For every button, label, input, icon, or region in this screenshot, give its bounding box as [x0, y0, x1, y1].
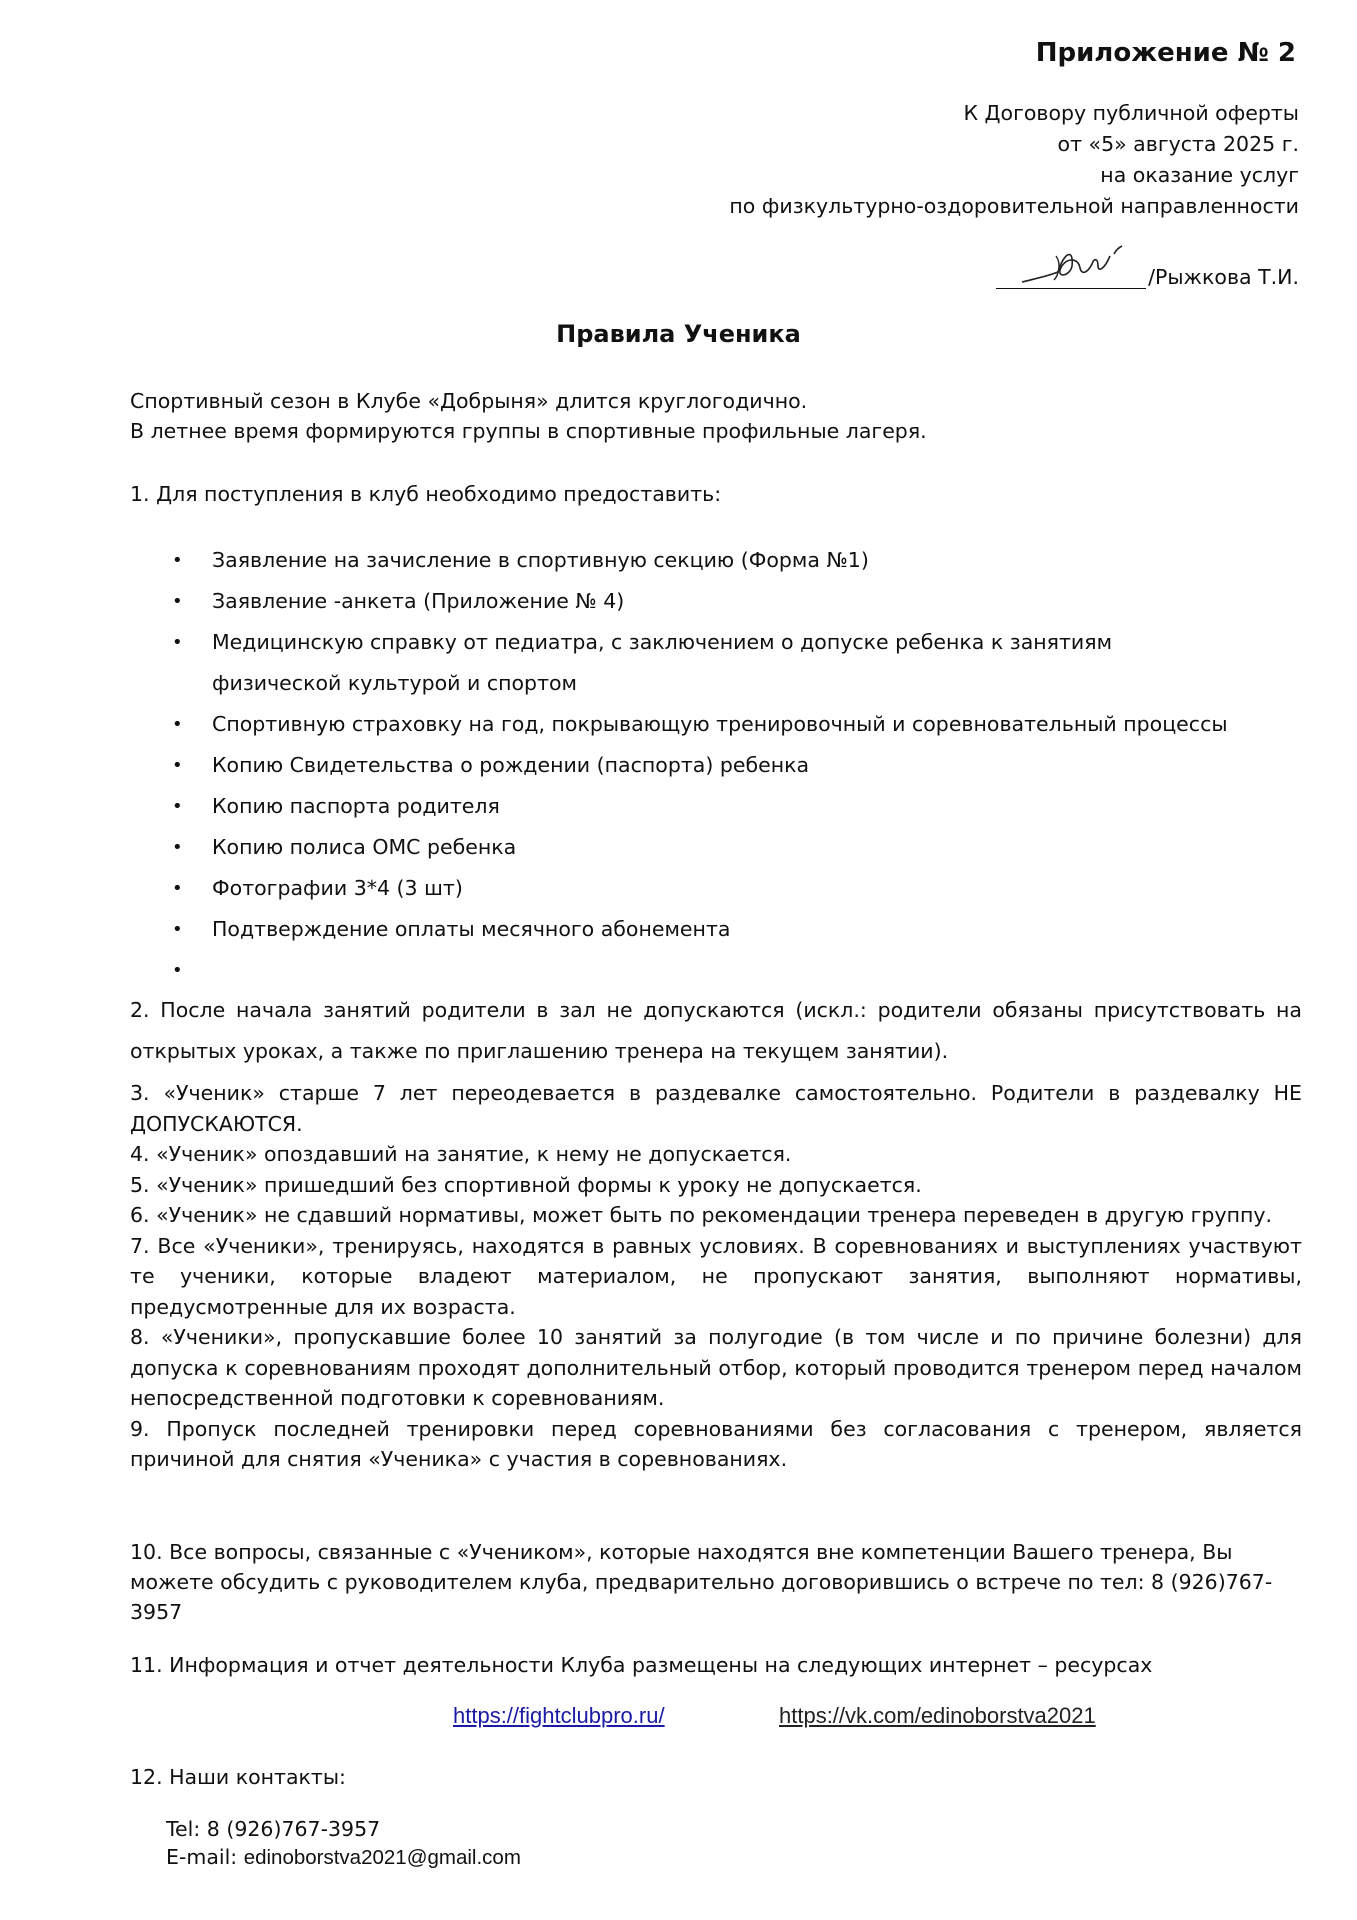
list-item: • Копию полиса ОМС ребенка [172, 827, 1302, 868]
internet-resources [453, 1703, 1096, 1729]
rule-12: 12. Наши контакты: [130, 1765, 346, 1789]
contact-email [166, 1843, 521, 1872]
rule-8: 8. «Ученики», пропускавшие более 10 занятий за полугодие (в том числе и по причине болезни) для допуска к соревнованиям проходят дополнительный отбор, который проводится тренером перед началом непосредственной подготовки к соревнованиям. [130, 1325, 1302, 1410]
signature-line [996, 250, 1146, 289]
bullet-icon: • [172, 591, 183, 612]
email-value: edinoborstva2021@gmail.com [243, 1846, 521, 1869]
section-1-heading: 1. Для поступления в клуб необходимо предоставить: [130, 482, 722, 506]
signatory-name: /Рыжкова Т.И. [1148, 265, 1299, 289]
rules-3-to-9 [130, 1078, 1302, 1475]
rule-10: 10. Все вопросы, связанные с «Учеником», которые находятся вне компетенции Вашего тренера, Вы можете обсудить с руководителем клуба, предварительно договорившись о встрече по тел: 8 (926)767-3957 [130, 1540, 1273, 1624]
intro-line: Спортивный сезон в Клубе «Добрыня» длится круглогодично. [130, 389, 808, 413]
bullet-icon: • [172, 960, 183, 981]
list-item: • Подтверждение оплаты месячного абонемента [172, 909, 1302, 950]
contract-line: на оказание услуг [1100, 163, 1299, 187]
bullet-icon: • [172, 837, 183, 858]
bullet-icon: • [172, 714, 183, 735]
contract-line: К Договору публичной оферты [963, 101, 1299, 125]
rule-3: 3. «Ученик» старше 7 лет переодевается в раздевалке самостоятельно. Родители в раздевалку НЕ ДОПУСКАЮТСЯ. [130, 1081, 1302, 1136]
required-documents-list [172, 540, 1302, 981]
rule-9: 9. Пропуск последней тренировки перед соревнованиями без согласования с тренером, является причиной для снятия «Ученика» с участия в соревнованиях. [130, 1416, 1302, 1471]
bullet-icon: • [172, 755, 183, 776]
list-item: • Фотографии 3*4 (3 шт) [172, 868, 1302, 909]
contract-date-line: от «5» августа 2025 г. [1057, 132, 1299, 156]
list-item: • Заявление на зачисление в спортивную секцию (Форма №1) [172, 540, 1302, 581]
contract-reference [729, 98, 1299, 222]
email-label: E-mail: [166, 1845, 244, 1869]
intro-paragraph [130, 386, 927, 446]
handwritten-signature-icon [1018, 242, 1128, 288]
bullet-icon: • [172, 919, 183, 940]
list-item: • Спортивную страховку на год, покрывающую тренировочный и соревновательный процессы [172, 704, 1302, 745]
rule-11: 11. Информация и отчет деятельности Клуба размещены на следующих интернет – ресурсах [130, 1653, 1153, 1677]
contract-line: по физкультурно-оздоровительной направленности [729, 194, 1299, 218]
rule-4: 4. «Ученик» опоздавший на занятие, к нему не допускается. [130, 1142, 792, 1166]
list-item: • Копию паспорта родителя [172, 786, 1302, 827]
list-item: • Медицинскую справку от педиатра, с заключением о допуске ребенка к занятиям физической культурой и спортом [172, 622, 1302, 704]
signature-row [996, 250, 1299, 289]
rule-2: 2. После начала занятий родители в зал не допускаются (искл.: родители обязаны присутствовать на открытых уроках, а также по приглашению тренера на текущем занятии). [130, 998, 1302, 1063]
website-link[interactable]: https://fightclubpro.ru/ [453, 1703, 665, 1728]
list-item: • Заявление -анкета (Приложение № 4) [172, 581, 1302, 622]
rule-7: 7. Все «Ученики», тренируясь, находятся в равных условиях. В соревнованиях и выступлениях участвуют те ученики, которые владеют материалом, не пропускают занятия, выполняют нормативы, предусмотренные для их возраста. [130, 1233, 1302, 1319]
intro-line: В летнее время формируются группы в спортивные профильные лагеря. [130, 419, 927, 443]
rule-6: 6. «Ученик» не сдавший нормативы, может быть по рекомендации тренера переведен в другую группу. [130, 1203, 1273, 1227]
document-title: Правила Ученика [556, 320, 801, 348]
rule-5: 5. «Ученик» пришедший без спортивной формы к уроку не допускается. [130, 1172, 922, 1197]
list-item: • Копию Свидетельства о рождении (паспорта) ребенка [172, 745, 1302, 786]
contact-phone: Tel: 8 (926)767-3957 [166, 1817, 381, 1841]
appendix-number: Приложение № 2 [1035, 38, 1296, 68]
contacts-block [166, 1815, 521, 1872]
bullet-icon: • [172, 878, 183, 899]
bullet-icon: • [172, 632, 183, 653]
bullet-icon: • [172, 796, 183, 817]
vk-link[interactable]: https://vk.com/edinoborstva2021 [779, 1703, 1096, 1728]
bullet-icon: • [172, 550, 183, 571]
